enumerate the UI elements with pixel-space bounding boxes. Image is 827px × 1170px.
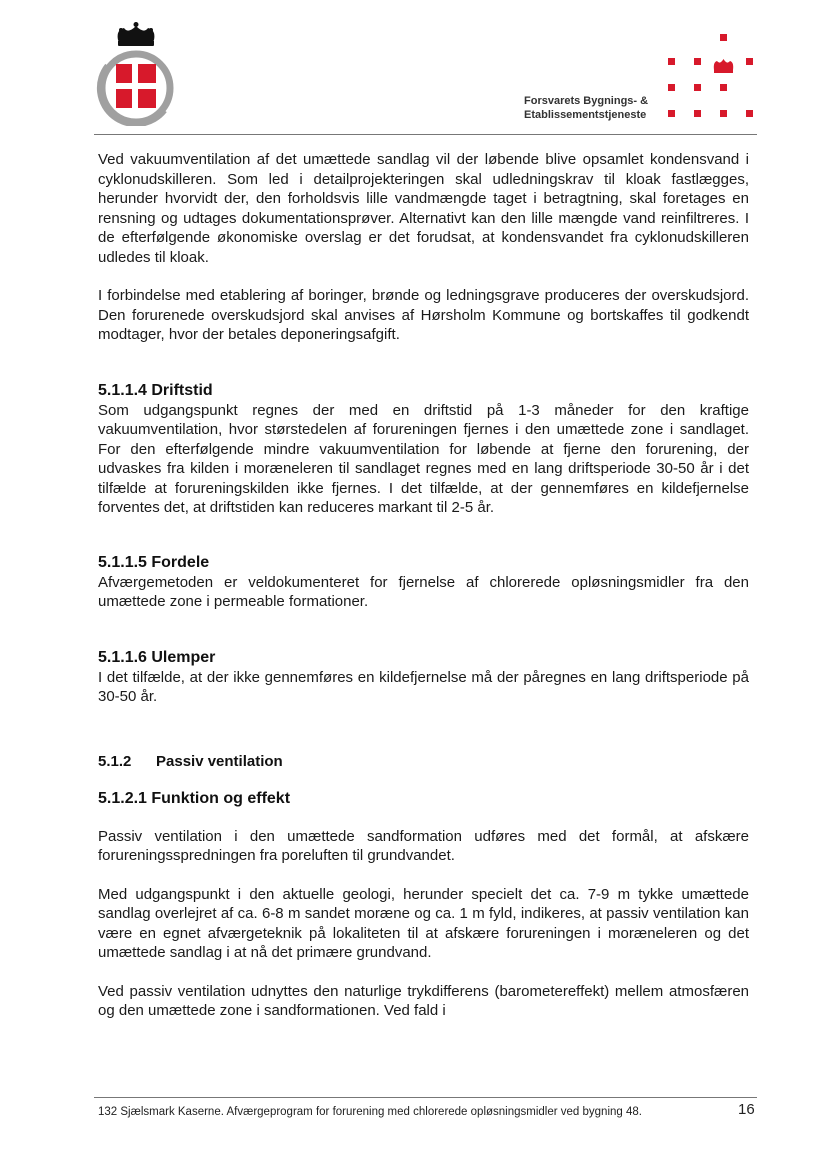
paragraph-ulemper: I det tilfælde, at der ikke gennemføres en kildefjernelse må der påregnes en lang driftsperiode på 30-50 år. [98,668,749,705]
crown-dot-grid-logo-icon [664,30,760,126]
document-body [98,150,749,1021]
paragraph-passiv-purpose: Passiv ventilation i den umættede sandformation udføres med det formål, at afskære forureningsspredningen fra poreluften til grundvandet. [98,827,749,864]
footer-text: 132 Sjælsmark Kaserne. Afværgeprogram for forurening med chlorerede opløsningsmidler ved bygning 48. [98,1106,642,1118]
page-number: 16 [738,1101,755,1118]
footer-divider [94,1097,757,1098]
paragraph-condensate: Ved vakuumventilation af det umættede sandlag vil der løbende blive opsamlet kondensvand i cyklonudskilleren. Som led i detailprojekteringen skal udledningskrav til kloak fastlægges, herunder hvorvidt der, den forholdsvis lille vandmængde taget i betragtning, skal foretages en rensning og udtages dokumentationsprøver. Alternativt kan den lille mængde vand reinfiltreres. I de efterfølgende økonomiske overslag er det forudsat, at kondensvandet fra cyklonudskilleren udledes til kloak. [98,151,749,266]
header-divider [94,134,757,135]
section-title: Passiv ventilation [156,752,283,770]
paragraph-passiv-geology: Med udgangspunkt i den aktuelle geologi, herunder specielt det ca. 7-9 m tykke umættede sandlag overlejret af ca. 6-8 m sandet moræne og ca. 1 m fyld, indikeres, at passiv ventilation kan være en egnet afværgeteknik på lokaliteten til at afskære forureningen i moræneleren og det umættede sandlag i at nå det primære grundvand. [98,885,749,961]
paragraph-driftstid: Som udgangspunkt regnes der med en driftstid på 1-3 måneder for den kraftige vakuumventilation, hvor størstedelen af forureningen fjernes i den umættede zone i sandlaget. For den efterfølgende mindre vakuumventilation for løbende at fjerne den forurening, der udvaskes fra kilden i moræneleren til sandlaget regnes med en lang driftsperiode 30-50 år i det tilfælde at forureningskilden ikke fjernes. I det tilfælde, at der gennemføres en kildefjernelse forventes det, at driftstiden kan reduceres markant til 2-5 år. [98,401,749,516]
organization-name [524,94,664,122]
org-name-line2: Etablissementstjeneste [524,109,647,121]
heading-passiv-ventilation [98,752,749,772]
paragraph-passiv-barometric: Ved passiv ventilation udnyttes den naturlige trykdifferens (barometereffekt) mellem atmosfæren og den umættede zone i sandformationen. Ved fald i [98,982,749,1019]
heading-funktion-effekt: 5.1.2.1 Funktion og effekt [98,789,291,807]
crown-shield-logo-icon [94,22,178,126]
paragraph-fordele: Afværgemetoden er veldokumenteret for fjernelse af chlorerede opløsningsmidler fra den umættede zone i permeable formationer. [98,573,749,610]
paragraph-excess-soil: I forbindelse med etablering af boringer, brønde og ledningsgrave produceres der overskudsjord. Den forurenede overskudsjord skal anvises af Hørsholm Kommune og bortskaffes til godkendt modtager, hvor der betales deponeringsafgift. [98,287,749,343]
heading-ulemper: 5.1.1.6 Ulemper [98,648,216,666]
heading-driftstid: 5.1.1.4 Driftstid [98,381,213,399]
org-name-line1: Forsvarets Bygnings- & [524,95,649,107]
heading-fordele: 5.1.1.5 Fordele [98,553,210,571]
section-number: 5.1.2 [98,752,132,770]
